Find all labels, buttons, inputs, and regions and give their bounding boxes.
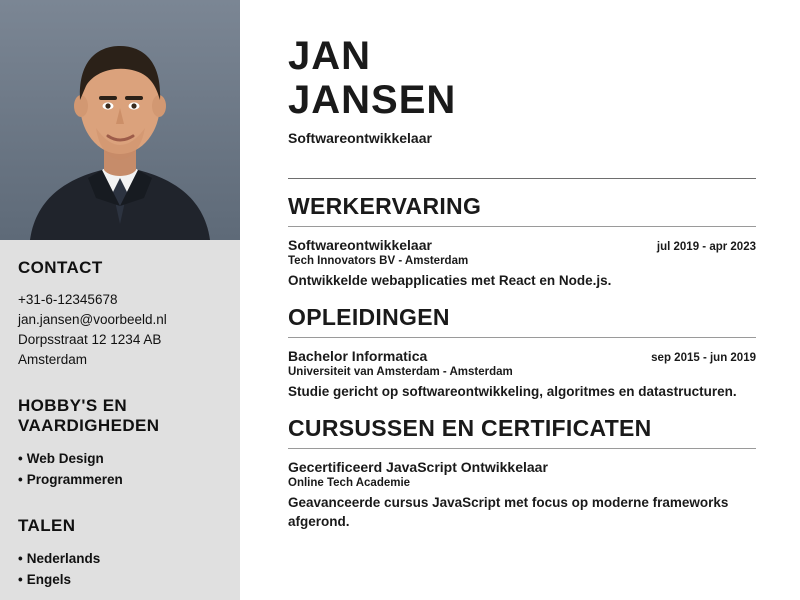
section-divider	[288, 337, 756, 338]
language-label: Engels	[26, 572, 71, 587]
first-name: JAN	[288, 34, 372, 78]
section-title: OPLEIDINGEN	[288, 304, 450, 330]
education-entry	[288, 348, 756, 401]
entry-role: Softwareontwikkelaar	[288, 237, 432, 253]
course-entry	[288, 459, 756, 531]
entry-organization: Universiteit van Amsterdam - Amsterdam	[288, 366, 513, 378]
sidebar	[0, 0, 240, 600]
list-item	[18, 448, 222, 469]
contact-email: jan.jansen@voorbeeld.nl	[18, 312, 167, 327]
section-experience	[288, 193, 756, 290]
section-education	[288, 304, 756, 401]
entry-header	[288, 459, 756, 475]
experience-entry	[288, 237, 756, 290]
bullet-icon: •	[18, 572, 23, 587]
sidebar-content	[0, 240, 240, 590]
entry-description: Ontwikkelde webapplicaties met React en Node.js.	[288, 273, 612, 288]
entry-role: Gecertificeerd JavaScript Ontwikkelaar	[288, 459, 548, 475]
header-divider	[288, 178, 756, 179]
entry-dates: jul 2019 - apr 2023	[656, 241, 756, 253]
section-title: CURSUSSEN EN CERTIFICATEN	[288, 415, 652, 441]
list-item	[18, 469, 222, 490]
portrait-illustration	[0, 0, 240, 240]
entry-header	[288, 237, 756, 253]
contact-address-line-1: Dorpsstraat 12 1234 AB	[18, 332, 162, 347]
section-divider	[288, 448, 756, 449]
entry-description: Geavanceerde cursus JavaScript met focus op moderne frameworks afgerond.	[288, 495, 729, 529]
bullet-icon: •	[18, 551, 23, 566]
contact-address-line-2: Amsterdam	[18, 352, 88, 367]
entry-role: Bachelor Informatica	[288, 348, 428, 364]
profile-photo	[0, 0, 240, 240]
languages-heading: TALEN	[18, 516, 76, 535]
section-title: WERKERVARING	[288, 193, 482, 219]
bullet-icon: •	[18, 472, 23, 487]
entry-organization: Online Tech Academie	[288, 477, 411, 489]
skill-label: Web Design	[26, 451, 104, 466]
entry-organization: Tech Innovators BV - Amsterdam	[288, 255, 469, 267]
skills-list	[18, 448, 222, 490]
section-courses	[288, 415, 756, 531]
skill-label: Programmeren	[26, 472, 123, 487]
main-content	[240, 0, 800, 600]
languages-list	[18, 548, 222, 590]
skills-heading	[18, 396, 222, 436]
entry-description: Studie gericht op softwareontwikkeling, algoritmes en datastructuren.	[288, 384, 737, 399]
entry-header	[288, 348, 756, 364]
skills-heading-line-2: VAARDIGHEDEN	[18, 416, 160, 435]
job-title: Softwareontwikkelaar	[288, 130, 432, 146]
section-divider	[288, 226, 756, 227]
list-item	[18, 548, 222, 569]
entry-dates: sep 2015 - jun 2019	[651, 352, 756, 364]
last-name: JANSEN	[288, 78, 457, 122]
list-item	[18, 569, 222, 590]
contact-heading: CONTACT	[18, 258, 103, 277]
language-label: Nederlands	[26, 551, 101, 566]
bullet-icon: •	[18, 451, 23, 466]
name-block	[288, 34, 756, 146]
contact-phone: +31-6-12345678	[18, 292, 118, 307]
skills-heading-line-1: HOBBY'S EN	[18, 396, 128, 415]
